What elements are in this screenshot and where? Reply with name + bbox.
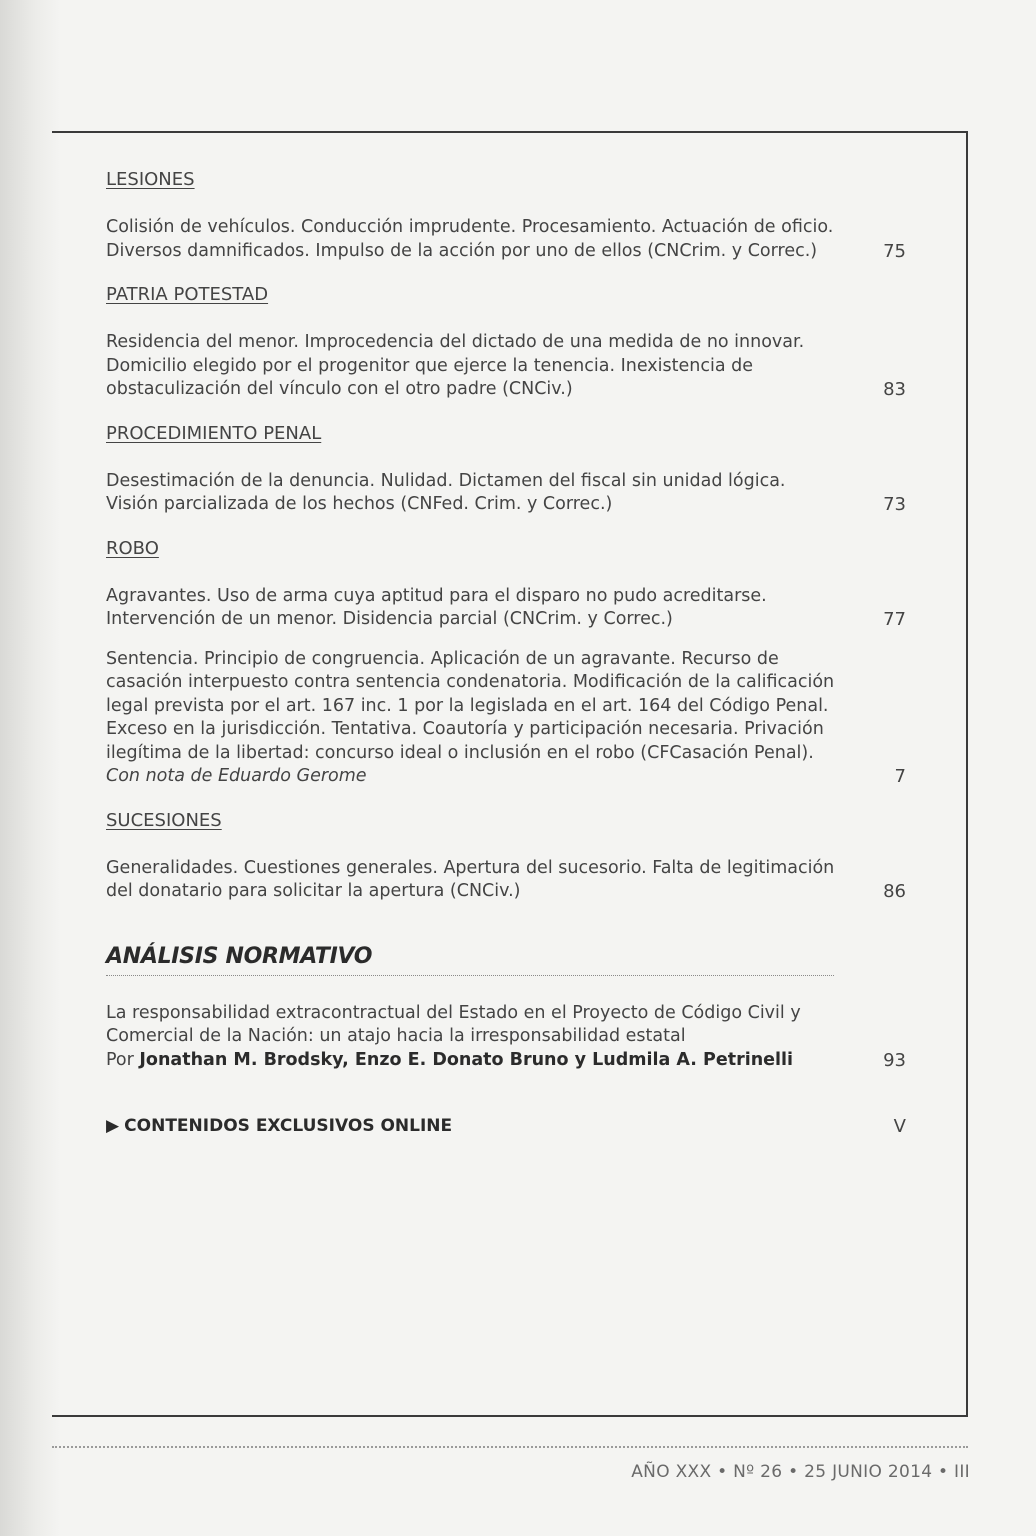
section-procedimiento-penal <box>106 422 912 517</box>
toc-entry[interactable] <box>106 216 912 263</box>
entry-text <box>106 648 838 789</box>
entry-page-number: 86 <box>883 881 906 902</box>
toc-entry[interactable] <box>106 470 912 517</box>
section-heading: SUCESIONES <box>106 809 222 831</box>
play-arrow-icon: ▶ <box>106 1116 120 1136</box>
entry-text <box>106 1002 838 1073</box>
by-label: Por <box>106 1049 134 1070</box>
section-heading: PROCEDIMIENTO PENAL <box>106 422 322 444</box>
section-heading: LESIONES <box>106 169 195 190</box>
footer-divider <box>52 1446 968 1448</box>
article-title: La responsabilidad extracontractual del Estado en el Proyecto de Código Civil y Comercial de la Nación: un atajo hacia la irresponsabilidad estatal <box>106 1002 801 1046</box>
footer-issue-info: AÑO XXX • Nº 26 • 25 JUNIO 2014 • III <box>631 1462 970 1482</box>
online-contents-link[interactable] <box>106 1116 912 1140</box>
entry-text: Generalidades. Cuestiones generales. Apertura del sucesorio. Falta de legitimación del donatario para solicitar la apertura (CNCiv.) <box>106 857 835 901</box>
section-lesiones <box>106 168 912 263</box>
entry-page-number: 75 <box>883 240 906 262</box>
entry-text: Colisión de vehículos. Conducción imprudente. Procesamiento. Actuación de oficio. Diversos damnificados. Impulso de la acción por uno de ellos (CNCrim. y Correc.) <box>106 217 834 261</box>
entry-note: Con nota de Eduardo Gerome <box>106 766 367 786</box>
entry-page-number: V <box>893 1116 906 1137</box>
online-contents-label: CONTENIDOS EXCLUSIVOS ONLINE <box>124 1116 453 1136</box>
article-authors: Jonathan M. Brodsky, Enzo E. Donato Bruno y Ludmila A. Petrinelli <box>139 1049 794 1070</box>
section-sucesiones <box>106 809 912 904</box>
entry-page-number: 83 <box>883 379 906 400</box>
section-patria-potestad <box>106 283 912 402</box>
entry-page-number: 73 <box>883 494 906 515</box>
entry-text: Desestimación de la denuncia. Nulidad. Dictamen del fiscal sin unidad lógica. Visión parcializada de los hechos (CNFed. Crim. y Correc.) <box>106 470 786 514</box>
entry-page-number: 77 <box>883 609 906 630</box>
analisis-title: ANÁLISIS NORMATIVO <box>106 944 834 976</box>
section-robo <box>106 537 912 789</box>
section-heading: PATRIA POTESTAD <box>106 284 269 305</box>
section-analisis-normativo <box>106 944 912 1073</box>
toc-entry[interactable] <box>106 857 912 904</box>
page-edge-shadow <box>0 0 60 1536</box>
section-heading: ROBO <box>106 537 159 559</box>
entry-body: Sentencia. Principio de congruencia. Aplicación de un agravante. Recurso de casación interpuesto contra sentencia condenatoria. Modificación de la calificación legal prevista por el art. 167 inc. 1 por la legislada en el art. 164 del Código Penal. Exceso en la jurisdicción. Tentativa. Coautoría y participación necesaria. Privación ilegítima de la libertad: concurso ideal o inclusión en el robo (CFCasación Penal). <box>106 648 835 763</box>
entry-page-number: 7 <box>894 766 906 787</box>
toc-entry[interactable] <box>106 1002 912 1073</box>
table-of-contents <box>106 168 912 1140</box>
entry-text: Agravantes. Uso de arma cuya aptitud para el disparo no pudo acreditarse. Intervención de un menor. Disidencia parcial (CNCrim. y Correc.) <box>106 585 767 629</box>
entry-text: Residencia del menor. Improcedencia del dictado de una medida de no innovar. Domicilio elegido por el progenitor que ejerce la tenencia. Inexistencia de obstaculización del vínculo con el otro padre (CNCiv.) <box>106 332 805 399</box>
toc-entry[interactable] <box>106 648 912 789</box>
toc-entry[interactable] <box>106 331 912 402</box>
toc-entry[interactable] <box>106 585 912 632</box>
entry-page-number: 93 <box>883 1049 906 1071</box>
